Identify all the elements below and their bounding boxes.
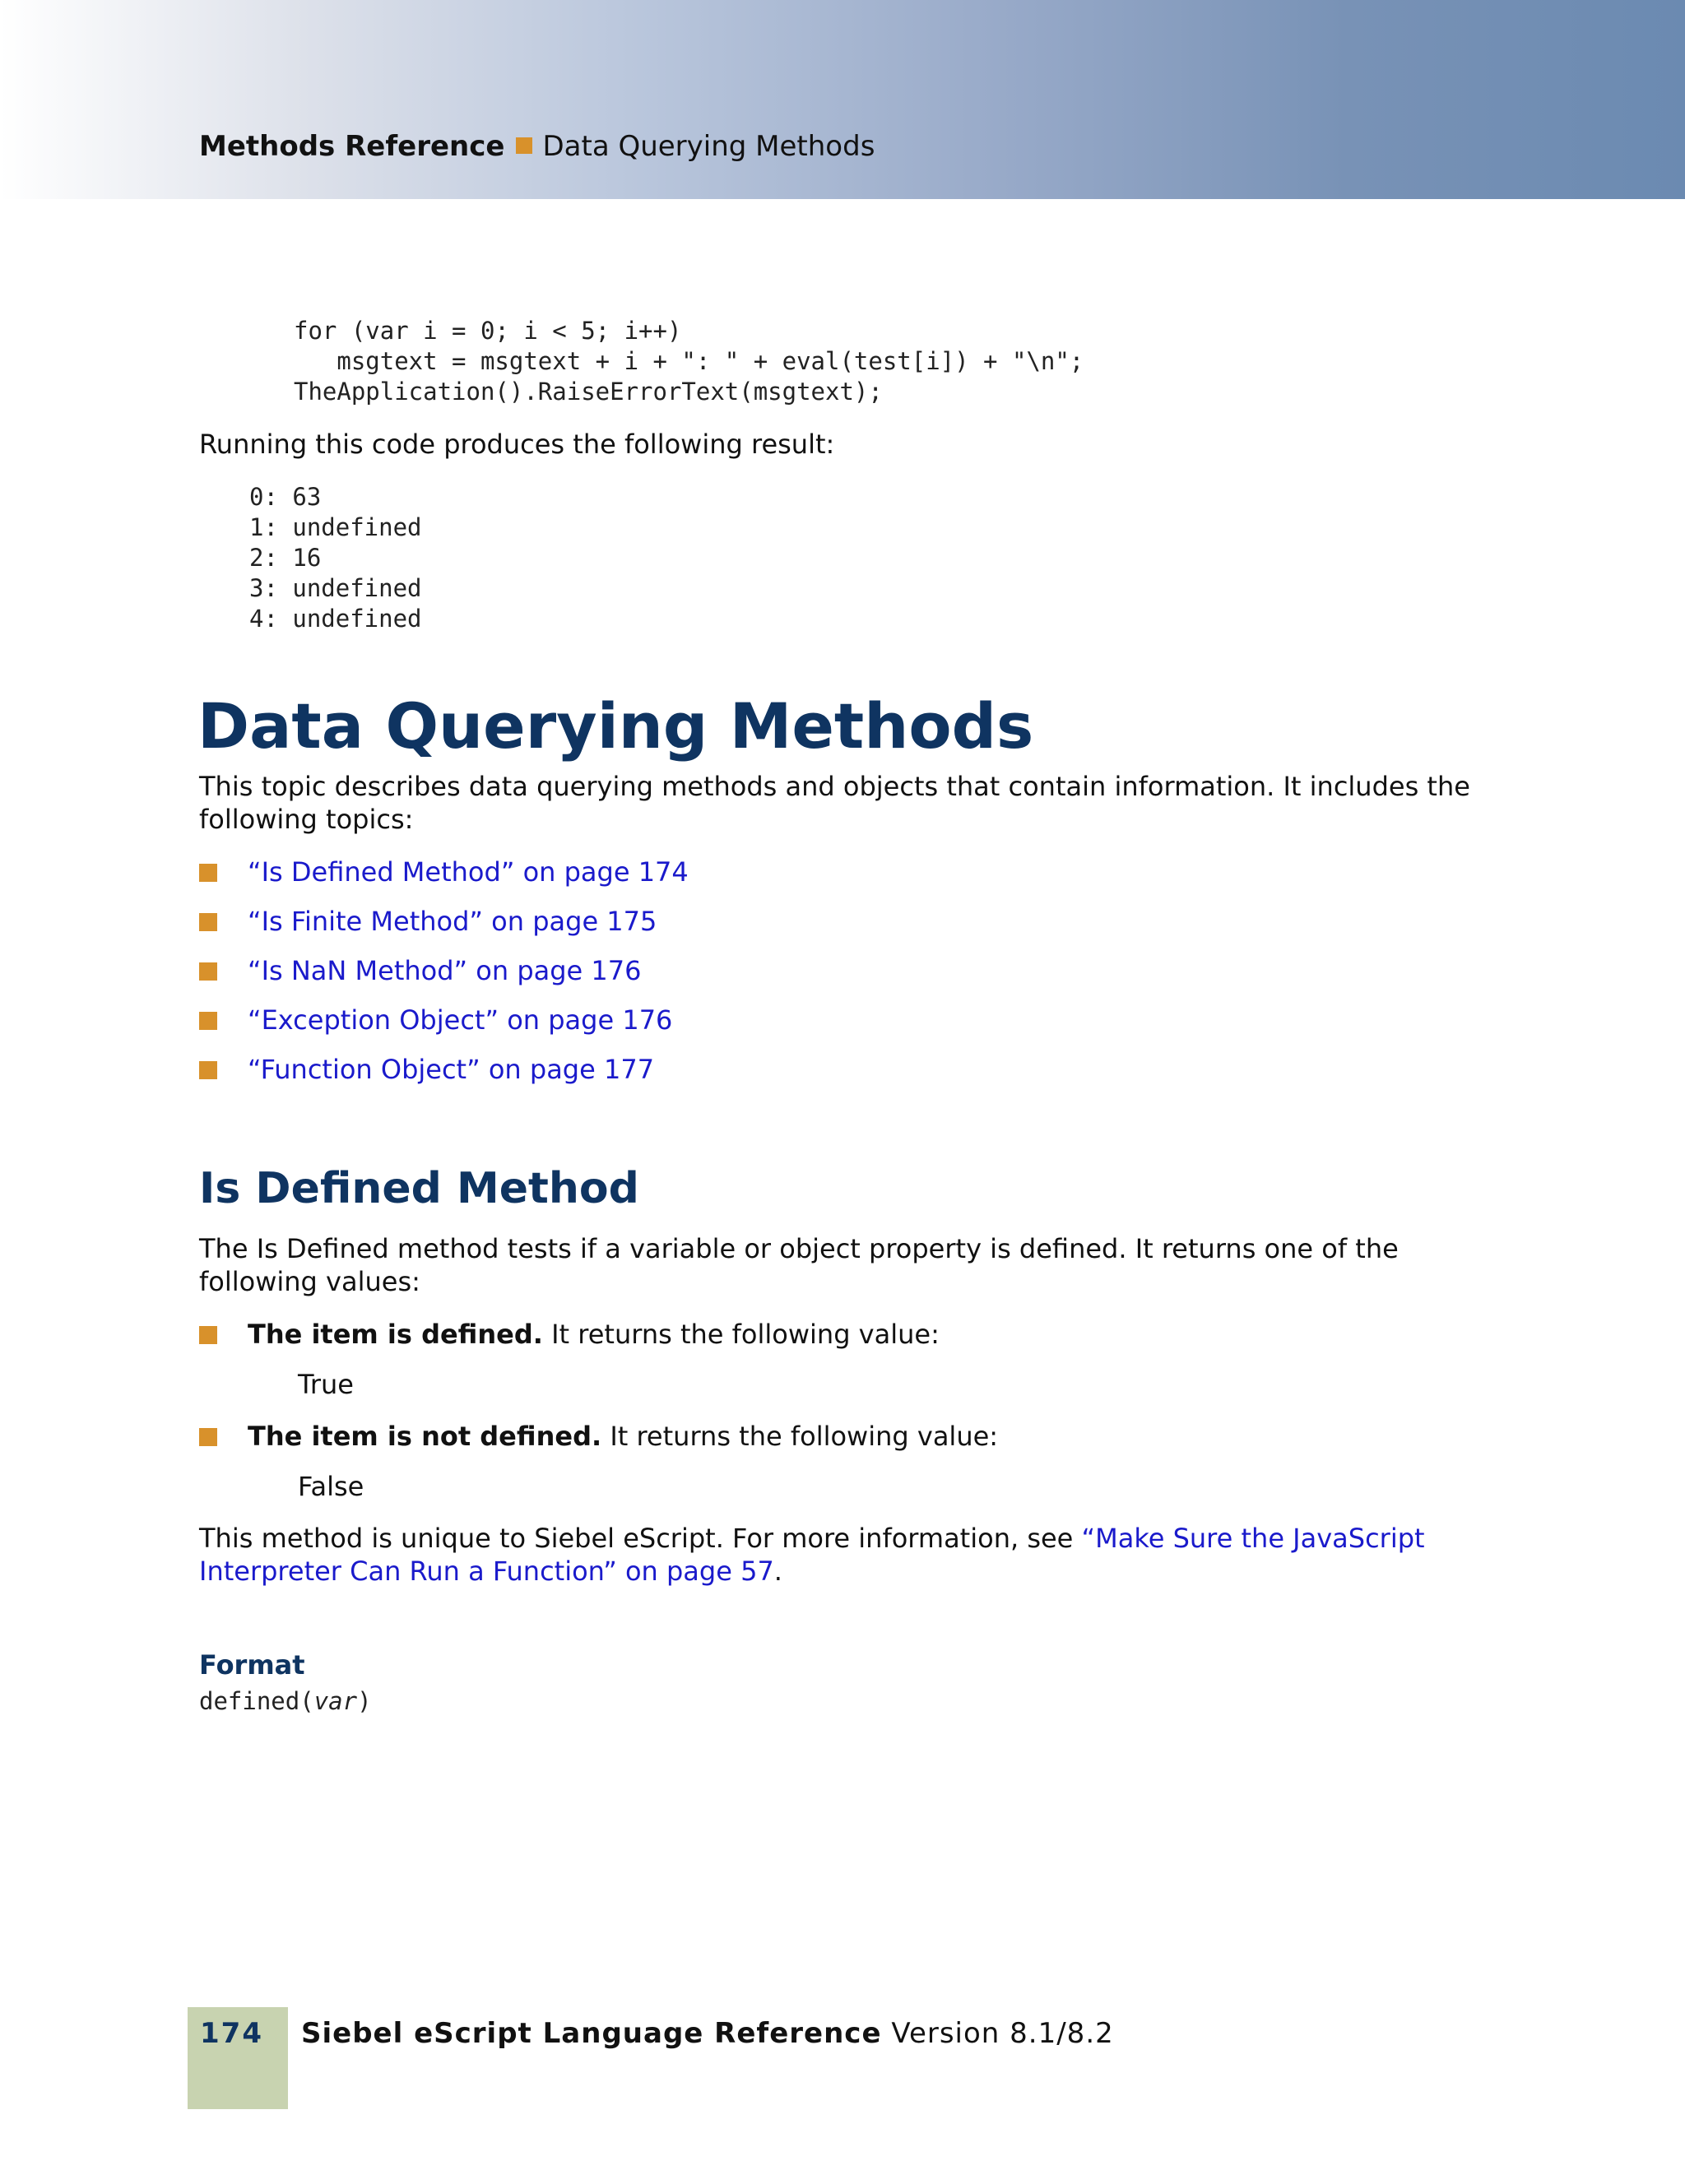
return-item-not-defined [199,1420,998,1453]
topic-list [199,856,689,1102]
topic-link-is-nan[interactable]: “Is NaN Method” on page 176 [248,955,642,986]
code-result: 0: 63 1: undefined 2: 16 3: undefined 4: undefined [249,483,422,633]
note-text: This method is unique to Siebel eScript. For more information, see [199,1523,1082,1554]
bullet-square-icon [199,1428,217,1446]
bullet-square-icon [199,864,217,882]
item-label: The item is not defined. [248,1421,602,1452]
result-intro: Running this code produces the following result: [199,429,835,460]
list-item [199,954,689,1004]
format-heading: Format [199,1649,305,1681]
running-header [199,128,875,165]
book-title: Siebel eScript Language Reference [301,2017,882,2050]
return-item-defined [199,1318,940,1351]
format-code-suffix: ) [357,1687,372,1715]
bullet-square-icon [199,962,217,981]
bullet-square-icon [199,1326,217,1344]
code-sample: for (var i = 0; i < 5; i++) msgtext = msgtext + i + ": " + eval(test[i]) + "\n"; TheApplication().RaiseErrorText(msgtext); [294,317,1084,406]
header-band [0,0,1685,199]
page-number: 174 [200,2017,263,2050]
header-section: Methods Reference [199,130,505,163]
format-code-prefix: defined( [199,1687,314,1715]
return-value-true: True [298,1369,354,1400]
method-intro: The Is Defined method tests if a variable or object property is defined. It returns one of the following values: [199,1233,1399,1297]
topic-link-is-finite[interactable]: “Is Finite Method” on page 175 [248,906,657,937]
note-end: . [773,1556,782,1587]
topic-link-function-object[interactable]: “Function Object” on page 177 [248,1054,655,1085]
bullet-square-icon [199,1012,217,1030]
list-item [199,856,689,905]
format-code [199,1686,372,1717]
list-item [199,905,689,954]
method-title: Is Defined Method [199,1164,639,1213]
footer-title [301,2015,1114,2052]
section-intro: This topic describes data querying methods and objects that contain information. It includes the following topics: [199,771,1470,835]
list-item [199,1053,689,1102]
format-code-arg: var [313,1687,358,1715]
bullet-square-icon [199,913,217,931]
topic-link-exception-object[interactable]: “Exception Object” on page 176 [248,1004,673,1036]
header-subsection: Data Querying Methods [542,130,875,163]
note-link[interactable]: “Make Sure the JavaScript Interpreter Can Run a Function” on page 57 [199,1523,1425,1587]
book-version: Version 8.1/8.2 [881,2017,1114,2050]
item-text: It returns the following value: [601,1421,999,1452]
item-text: It returns the following value: [542,1319,940,1350]
return-value-false: False [298,1471,364,1502]
list-item [199,1004,689,1053]
unique-note [199,1522,1499,1588]
bullet-square-icon [199,1061,217,1079]
header-square-icon [516,137,532,154]
section-title: Data Querying Methods [197,689,1034,763]
topic-link-is-defined[interactable]: “Is Defined Method” on page 174 [248,856,689,888]
item-label: The item is defined. [248,1319,543,1350]
